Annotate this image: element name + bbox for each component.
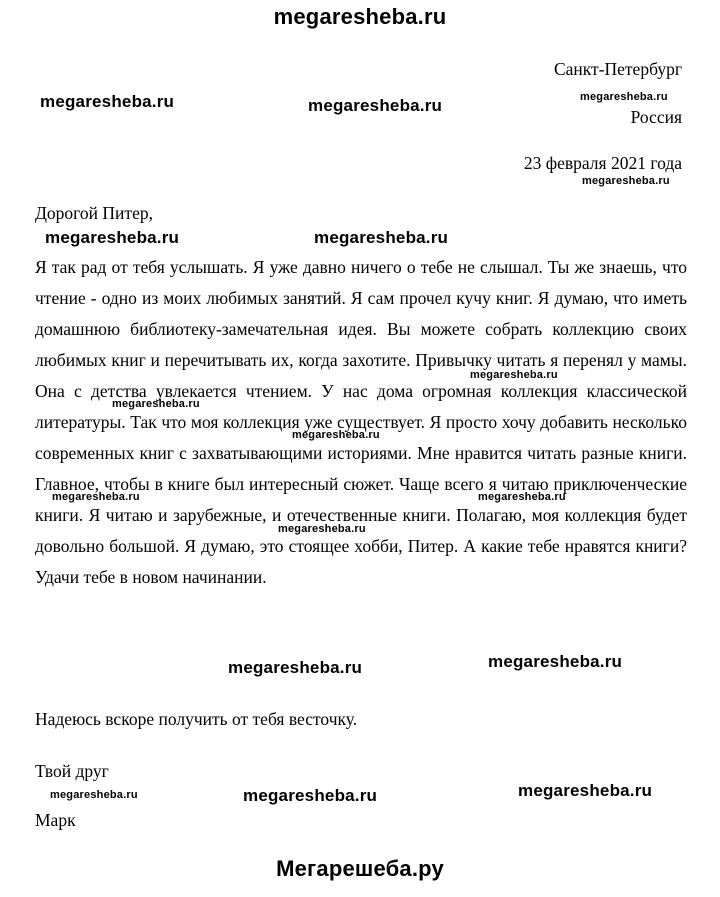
letter-country: Россия [630, 107, 682, 127]
watermark: megaresheba.ru [278, 523, 366, 535]
watermark: megaresheba.ru [52, 491, 140, 503]
watermark: megaresheba.ru [478, 491, 566, 503]
watermark: megaresheba.ru [518, 781, 653, 800]
letter-signature: Марк [35, 810, 76, 830]
watermark: megaresheba.ru [40, 92, 175, 111]
watermark: megaresheba.ru [50, 789, 138, 801]
letter-signoff: Твой друг [35, 761, 109, 781]
letter-greeting: Дорогой Питер, [35, 203, 153, 223]
watermark: megaresheba.ru [488, 652, 623, 671]
watermark: megaresheba.ru [470, 369, 558, 381]
letter-date: 23 февраля 2021 года [523, 153, 682, 173]
watermark: megaresheba.ru [292, 429, 380, 441]
letter-body: Я так рад от тебя услышать. Я уже давно ничего о тебе не слышал. Ты же знаешь, что чтение - одно из моих любимых занятий. Я сам прочел кучу книг. Я думаю, что иметь домашнюю библиотеку-замечательная идея. Вы можете собрать коллекцию своих любимых книг и перечитывать их, когда захотите. Привычку читать я перенял у мамы. Она с детства увлекается чтением. У нас дома огромная коллекция классической литературы. Так что моя коллекция уже существует. Я просто хочу добавить несколько современных книг с захватывающими историями. Мне нравится читать разные книги. Главное, чтобы в книге был интересный сюжет. Чаще всего я читаю приключенческие книги. Я читаю и зарубежные, и отечественные книги. Полагаю, моя коллекция будет довольно большой. Я думаю, это стоящее хобби, Питер. А какие тебе нравятся книги? Удачи тебе в новом начинании. [35, 257, 687, 587]
watermark: megaresheba.ru [314, 228, 449, 247]
watermark: megaresheba.ru [112, 398, 200, 410]
watermark: megaresheba.ru [308, 96, 443, 115]
watermark-footer: Мегарешеба.ру [276, 856, 444, 881]
watermark: megaresheba.ru [243, 786, 378, 805]
watermark-top: megaresheba.ru [273, 4, 447, 29]
watermark: megaresheba.ru [45, 228, 180, 247]
watermark: megaresheba.ru [228, 658, 363, 677]
letter-city: Санкт-Петербург [553, 59, 682, 79]
watermark: megaresheba.ru [582, 175, 670, 187]
letter-closing: Надеюсь вскоре получить от тебя весточку. [35, 709, 358, 729]
watermark: megaresheba.ru [580, 91, 668, 103]
